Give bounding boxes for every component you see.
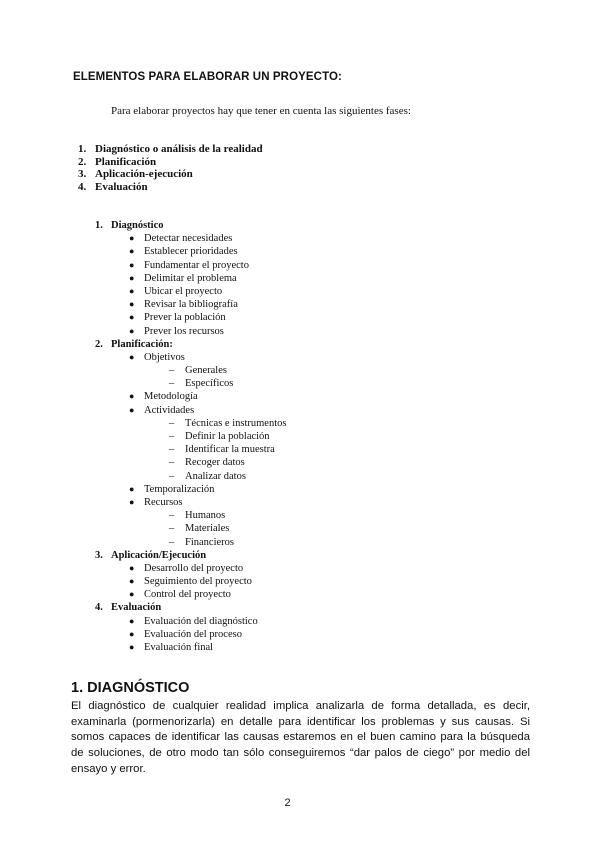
section-number: 3. [95,549,103,561]
bullet-icon: ● [129,615,135,626]
section-label: Planificación: [111,338,173,350]
dash-icon: – [169,510,175,522]
item-label: Actividades [144,404,195,416]
section-number: 1. [95,220,103,231]
item-label: Materiales [185,523,230,535]
section-label: Diagnóstico [111,220,164,231]
item-label: Evaluación del diagnóstico [144,615,258,627]
item-label: Específicos [185,378,234,390]
item-label: Seguimiento del proyecto [144,576,252,588]
item-label: Desarrollo del proyecto [144,562,244,574]
sub-list-item [0,364,286,377]
item-label: Identificar la muestra [185,444,275,456]
list-item [0,298,286,311]
phase-item [78,143,263,156]
bullet-icon: ● [129,272,135,283]
bullet-icon: ● [129,259,135,270]
bullet-icon: ● [129,285,135,296]
item-label: Revisar la bibliografía [144,299,238,311]
detailed-outline [0,219,286,654]
phase-label: Planificación [95,155,157,168]
item-label: Objetivos [144,351,185,363]
item-label: Evaluación del proceso [144,628,242,640]
list-item [0,325,286,338]
bullet-icon: ● [129,496,135,507]
list-item [0,588,286,601]
phase-number: 2. [78,155,87,168]
bullet-icon: ● [129,483,135,494]
outline-section-diagnostico [0,219,286,232]
document-title: ELEMENTOS PARA ELABORAR UN PROYECTO: [73,71,342,83]
list-item [0,311,286,324]
item-label: Prever la población [144,312,226,324]
intro-paragraph: Para elaborar proyectos hay que tener en cuenta las siguientes fases: [111,105,411,117]
list-item [0,245,286,258]
list-item [0,285,286,298]
item-label: Establecer prioridades [144,246,238,258]
phase-label: Evaluación [95,180,148,193]
sub-list-item [0,509,286,522]
phase-item [78,181,263,194]
item-label: Evaluación final [144,642,214,653]
phase-label: Diagnóstico o análisis de la realidad [95,143,263,155]
list-item [0,615,286,628]
list-item [0,404,286,417]
item-label: Humanos [185,510,226,522]
dash-icon: – [169,378,175,390]
bullet-icon: ● [129,589,135,600]
phase-number: 4. [78,180,87,193]
section-number: 2. [95,338,103,350]
outline-section-aplicacion [0,549,286,562]
list-item [0,641,286,654]
sub-list-item [0,417,286,430]
item-label: Financieros [185,536,234,548]
dash-icon: – [169,417,175,429]
dash-icon: – [169,365,175,377]
list-item [0,232,286,245]
section-label: Aplicación/Ejecución [111,549,207,561]
bullet-icon: ● [129,299,135,310]
bullet-icon: ● [129,312,135,323]
sub-list-item [0,522,286,535]
bullet-icon: ● [129,246,135,257]
body-paragraph: El diagnóstico de cualquier realidad implica analizarla de forma detallada, es decir, examinarla (pormenorizarla) en detalle para identificar los problemas y sus causas. Si somos capaces de identificar las causas estaremos en el buen camino para la búsqueda de soluciones, de otro modo tan sólo conseguiremos “dar palos de ciego” por medio del ensayo y error. [71,700,530,775]
item-label: Fundamentar el proyecto [144,259,249,271]
list-item [0,496,286,509]
dash-icon: – [169,470,175,482]
item-label: Temporalización [144,483,215,495]
section-label: Evaluación [111,602,162,614]
section-heading: 1. DIAGNÓSTICO [71,680,190,696]
item-label: Técnicas e instrumentos [185,417,287,429]
list-item [0,259,286,272]
bullet-icon: ● [129,404,135,415]
item-label: Delimitar el problema [144,272,237,284]
bullet-icon: ● [129,642,135,652]
phase-item [78,156,263,169]
item-label: Definir la población [185,431,270,442]
dash-icon: – [169,444,175,456]
bullet-icon: ● [129,562,135,573]
dash-icon: – [169,523,175,535]
list-item [0,575,286,588]
sub-list-item [0,430,286,443]
outline-section-evaluacion [0,601,286,614]
list-item [0,628,286,641]
page-number: 2 [284,797,291,809]
item-label: Detectar necesidades [144,233,233,245]
item-label: Generales [185,365,227,377]
list-item [0,483,286,496]
phase-number: 3. [78,168,87,180]
item-label: Metodología [144,391,198,403]
bullet-icon: ● [129,576,135,587]
phases-list [78,143,263,193]
outline-section-planificacion [0,338,286,351]
bullet-icon: ● [129,391,135,402]
dash-icon: – [169,431,175,442]
bullet-icon: ● [129,628,135,639]
list-item [0,562,286,575]
phase-number: 1. [78,143,87,155]
bullet-icon: ● [129,325,135,336]
sub-list-item [0,443,286,456]
dash-icon: – [169,536,175,548]
section-number: 4. [95,602,103,614]
sub-list-item [0,456,286,469]
item-label: Analizar datos [185,470,246,482]
item-label: Prever los recursos [144,325,224,337]
dash-icon: – [169,457,175,469]
phase-label: Aplicación-ejecución [95,168,193,180]
bullet-icon: ● [129,233,135,244]
sub-list-item [0,470,286,483]
list-item [0,390,286,403]
list-item [0,272,286,285]
phase-item [78,168,263,181]
item-label: Recursos [144,496,183,508]
item-label: Control del proyecto [144,589,231,601]
list-item [0,351,286,364]
sub-list-item [0,536,286,549]
item-label: Ubicar el proyecto [144,285,223,297]
bullet-icon: ● [129,351,135,362]
sub-list-item [0,377,286,390]
item-label: Recoger datos [185,457,245,469]
